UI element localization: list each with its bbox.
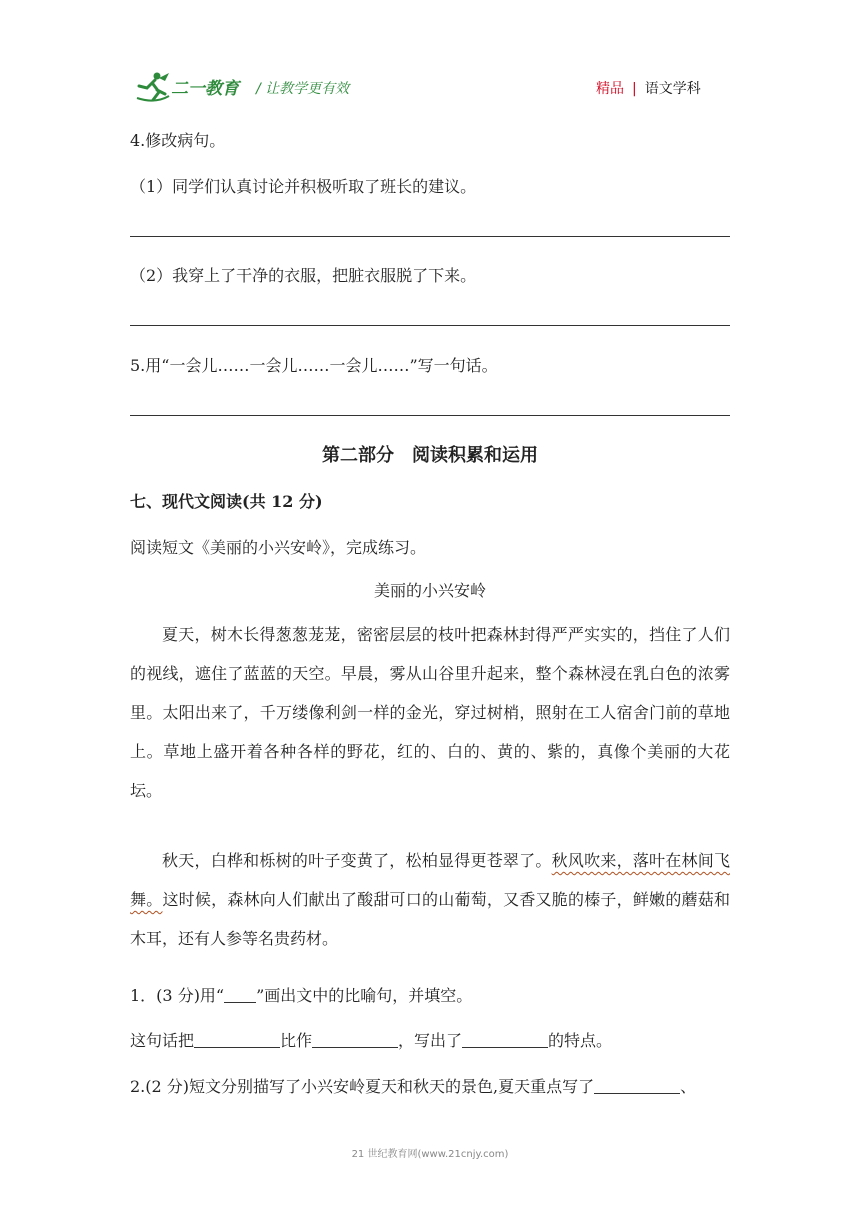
q4-title: 4.修改病句。 <box>130 131 226 150</box>
para2-part-a: 秋天，白桦和栎树的叶子变黄了，松柏显得更苍翠了。 <box>162 851 552 870</box>
q1-fill-c: ，写出了 <box>398 1031 463 1050</box>
slogan: / 让教学更有效 <box>256 81 350 97</box>
q1-fill-b: 比作 <box>280 1031 313 1050</box>
q2-text: 2.(2 分)短文分别描写了小兴安岭夏天和秋天的景色,夏天重点写了 <box>130 1077 595 1096</box>
q1-blank-3[interactable] <box>462 1031 548 1048</box>
q1-blank-1[interactable] <box>194 1031 280 1048</box>
part2-title: 第二部分 阅读积累和运用 <box>322 445 538 466</box>
q2-text-end: 、 <box>680 1077 697 1096</box>
q1-text-a: 1．(3 分)用“ <box>130 986 225 1005</box>
brand-separator: | <box>632 81 637 97</box>
q4-sentence-2: （2）我穿上了干净的衣服，把脏衣服脱了下来。 <box>130 266 477 285</box>
q1-fill <box>130 1028 612 1051</box>
section7-title: 七、现代文阅读(共 12 分) <box>130 492 323 511</box>
q5-title: 5.用“一会儿……一会儿……一会儿……”写一句话。 <box>130 356 498 375</box>
metaphor-sentence: 秋风吹来，落叶在林间飞舞。 <box>130 851 730 909</box>
q2-blank-1[interactable] <box>594 1077 680 1094</box>
page-footer: 21 世纪教育网(www.21cnjy.com) <box>351 1149 509 1160</box>
q1-line-sample <box>224 986 256 1003</box>
answer-line-1 <box>130 236 730 237</box>
brand-tag: 精品 <box>596 81 624 97</box>
q4-sentence-1: （1）同学们认真讨论并积极听取了班长的建议。 <box>130 177 477 196</box>
reading-intro: 阅读短文《美丽的小兴安岭》，完成练习。 <box>130 538 427 557</box>
answer-line-2 <box>130 325 730 326</box>
para2-part-c: 这时候，森林向人们献出了酸甜可口的山葡萄，又香又脆的榛子，鲜嫩的蘑菇和木耳，还有人参等名贵药材。 <box>130 890 730 948</box>
q1-fill-d: 的特点。 <box>548 1031 613 1050</box>
brand-label <box>596 78 701 98</box>
passage-paragraph-2 <box>130 841 730 958</box>
passage-paragraph-1: 夏天，树木长得葱葱茏茏，密密层层的枝叶把森林封得严严实实的，挡住了人们的视线，遮住了蓝蓝的天空。早晨，雾从山谷里升起来，整个森林浸在乳白色的浓雾里。太阳出来了，千万缕像利剑一样的金光，穿过树梢，照射在工人宿舍门前的草地上。草地上盛开着各种各样的野花，红的、白的、黄的、紫的，真像个美丽的大花坛。 <box>130 625 730 800</box>
passage-title: 美丽的小兴安岭 <box>373 581 486 600</box>
page-header <box>0 0 860 120</box>
logo-icon <box>135 70 245 102</box>
logo-text: 二一教育 <box>171 79 239 99</box>
q1-question <box>130 983 472 1006</box>
q2-question <box>130 1074 696 1097</box>
q1-blank-2[interactable] <box>312 1031 398 1048</box>
answer-line-3 <box>130 415 730 416</box>
q1-fill-a: 这句话把 <box>130 1031 195 1050</box>
q1-text-b: ”画出文中的比喻句，并填空。 <box>256 986 473 1005</box>
subject-label: 语文学科 <box>644 81 701 97</box>
